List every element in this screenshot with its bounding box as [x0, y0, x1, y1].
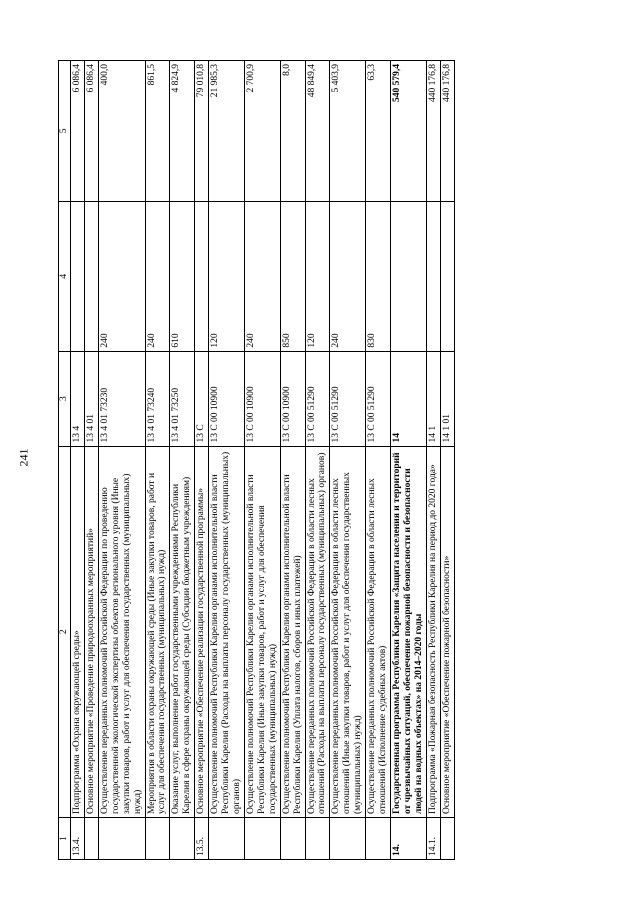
row-name-cell: Осуществление переданных полномочий Российской Федерации в области лесных отношений (Расходы на выплаты персоналу государственных (муниципальных) органов) [305, 446, 330, 817]
table-row [209, 61, 245, 860]
row-vr-cell: 240 [145, 201, 170, 351]
row-vr-cell: 120 [305, 201, 330, 351]
row-sum-cell: 8,0 [280, 61, 305, 202]
row-sum-cell: 4 824,9 [170, 61, 195, 202]
row-vr-cell: 120 [209, 201, 245, 351]
row-number-cell [440, 818, 454, 860]
row-name-cell: Государственная программа Республики Карелия «Защита населения и территорий от чрезвычайных ситуаций, обеспечение пожарной безопасности и безопасности людей на водных объектах» на 2014–2020 годы [390, 446, 426, 817]
row-name-cell: Основное мероприятие «Обеспечение реализации государственной программы» [195, 446, 209, 817]
row-name-cell: Осуществление полномочий Республики Карелия органами исполнительной власти Республики Карелия (Расходы на выплаты персоналу государственных (муниципальных) органов) [209, 446, 245, 817]
row-name-cell: Подпрограмма «Охрана окружающей среды» [71, 446, 85, 817]
row-name-cell: Мероприятия в области охраны окружающей среды (Иные закупки товаров, работ и услуг для обеспечения государственных (муниципальных) нужд) [145, 446, 170, 817]
row-number-cell [280, 818, 305, 860]
row-sum-cell: 6 086,4 [84, 61, 98, 202]
row-code-cell: 14 1 [426, 351, 440, 446]
row-code-cell: 14 [390, 351, 426, 446]
row-code-cell: 13 4 01 73230 [98, 351, 145, 446]
row-sum-cell: 21 985,3 [209, 61, 245, 202]
row-vr-cell: 850 [280, 201, 305, 351]
header-col-5: 5 [59, 61, 71, 202]
table-header-row [59, 61, 71, 860]
row-sum-cell: 440 176,8 [426, 61, 440, 202]
row-code-cell: 14 1 01 [440, 351, 454, 446]
row-vr-cell [390, 201, 426, 351]
row-code-cell: 13 4 01 73240 [145, 351, 170, 446]
row-sum-cell: 440 176,8 [440, 61, 454, 202]
row-vr-cell: 610 [170, 201, 195, 351]
row-name-cell: Подпрограмма «Пожарная безопасность Республики Карелия на период до 2020 года» [426, 446, 440, 817]
header-col-1: 1 [59, 818, 71, 860]
row-sum-cell: 861,5 [145, 61, 170, 202]
row-code-cell: 13 4 01 73250 [170, 351, 195, 446]
table-row [305, 61, 330, 860]
header-col-3: 3 [59, 351, 71, 446]
row-vr-cell [71, 201, 85, 351]
row-number-cell [209, 818, 245, 860]
row-name-cell: Осуществление полномочий Республики Карелия органами исполнительной власти Республики Карелия (Уплата налогов, сборов и иных платежей) [280, 446, 305, 817]
budget-table-rotated [58, 60, 618, 860]
row-number-cell [305, 818, 330, 860]
row-code-cell: 13 4 [71, 351, 85, 446]
row-vr-cell: 240 [98, 201, 145, 351]
row-code-cell: 13 С 00 51290 [366, 351, 391, 446]
row-number-cell [330, 818, 366, 860]
table-row [98, 61, 145, 860]
row-code-cell: 13 С 00 10900 [244, 351, 280, 446]
row-name-cell: Осуществление переданных полномочий Российской Федерации по проведению государственной экологической экспертизы объектов регионального уровня (Иные закупки товаров, работ и услуг для обеспечения государственных (муниципальных) нужд) [98, 446, 145, 817]
row-number-cell: 13.5. [195, 818, 209, 860]
table-body [71, 61, 455, 860]
row-sum-cell: 2 700,9 [244, 61, 280, 202]
row-number-cell [170, 818, 195, 860]
row-number-cell: 13.4. [71, 818, 85, 860]
table-row [170, 61, 195, 860]
row-name-cell: Основное мероприятие «Обеспечение пожарной безопасности» [440, 446, 454, 817]
table-row [84, 61, 98, 860]
table-row [440, 61, 454, 860]
header-col-2: 2 [59, 446, 71, 817]
row-number-cell [98, 818, 145, 860]
row-number-cell [366, 818, 391, 860]
table-row [145, 61, 170, 860]
row-vr-cell: 830 [366, 201, 391, 351]
row-vr-cell [426, 201, 440, 351]
row-vr-cell: 240 [244, 201, 280, 351]
row-code-cell: 13 С 00 10900 [209, 351, 245, 446]
row-code-cell: 13 4 01 [84, 351, 98, 446]
row-vr-cell: 240 [330, 201, 366, 351]
row-vr-cell [440, 201, 454, 351]
row-sum-cell: 63,3 [366, 61, 391, 202]
budget-table [58, 60, 455, 860]
table-row [330, 61, 366, 860]
row-code-cell: 13 С [195, 351, 209, 446]
row-number-cell [84, 818, 98, 860]
page-number: 241 [16, 448, 31, 467]
table-row [426, 61, 440, 860]
row-name-cell: Осуществление переданных полномочий Российской Федерации в области лесных отношений (Иные закупки товаров, работ и услуг для обеспечения государственных (муниципальных) нужд) [330, 446, 366, 817]
row-name-cell: Осуществление переданных полномочий Российской Федерации в области лесных отношений (Исполнение судебных актов) [366, 446, 391, 817]
row-name-cell: Оказание услуг, выполнение работ государственными учреждениями Республики Карелия в сфере охраны окружающей среды (Субсидии бюджетным учреждениям) [170, 446, 195, 817]
row-vr-cell [195, 201, 209, 351]
table-row [390, 61, 426, 860]
row-sum-cell: 540 579,4 [390, 61, 426, 202]
row-number-cell: 14. [390, 818, 426, 860]
table-row [71, 61, 85, 860]
row-sum-cell: 400,0 [98, 61, 145, 202]
row-code-cell: 13 С 00 51290 [305, 351, 330, 446]
row-sum-cell: 6 086,4 [71, 61, 85, 202]
row-code-cell: 13 С 00 51290 [330, 351, 366, 446]
row-sum-cell: 48 849,4 [305, 61, 330, 202]
row-number-cell [145, 818, 170, 860]
row-vr-cell [84, 201, 98, 351]
row-name-cell: Осуществление полномочий Республики Карелия органами исполнительной власти Республики Карелия (Иные закупки товаров, работ и услуг для обеспечения государственных (муниципальных) нужд) [244, 446, 280, 817]
table-row [280, 61, 305, 860]
row-number-cell [244, 818, 280, 860]
row-code-cell: 13 С 00 10900 [280, 351, 305, 446]
header-col-4: 4 [59, 201, 71, 351]
row-sum-cell: 5 403,9 [330, 61, 366, 202]
row-name-cell: Основное мероприятие «Проведение природоохранных мероприятий» [84, 446, 98, 817]
table-row [366, 61, 391, 860]
table-row [195, 61, 209, 860]
table-row [244, 61, 280, 860]
row-number-cell: 14.1. [426, 818, 440, 860]
row-sum-cell: 79 010,8 [195, 61, 209, 202]
